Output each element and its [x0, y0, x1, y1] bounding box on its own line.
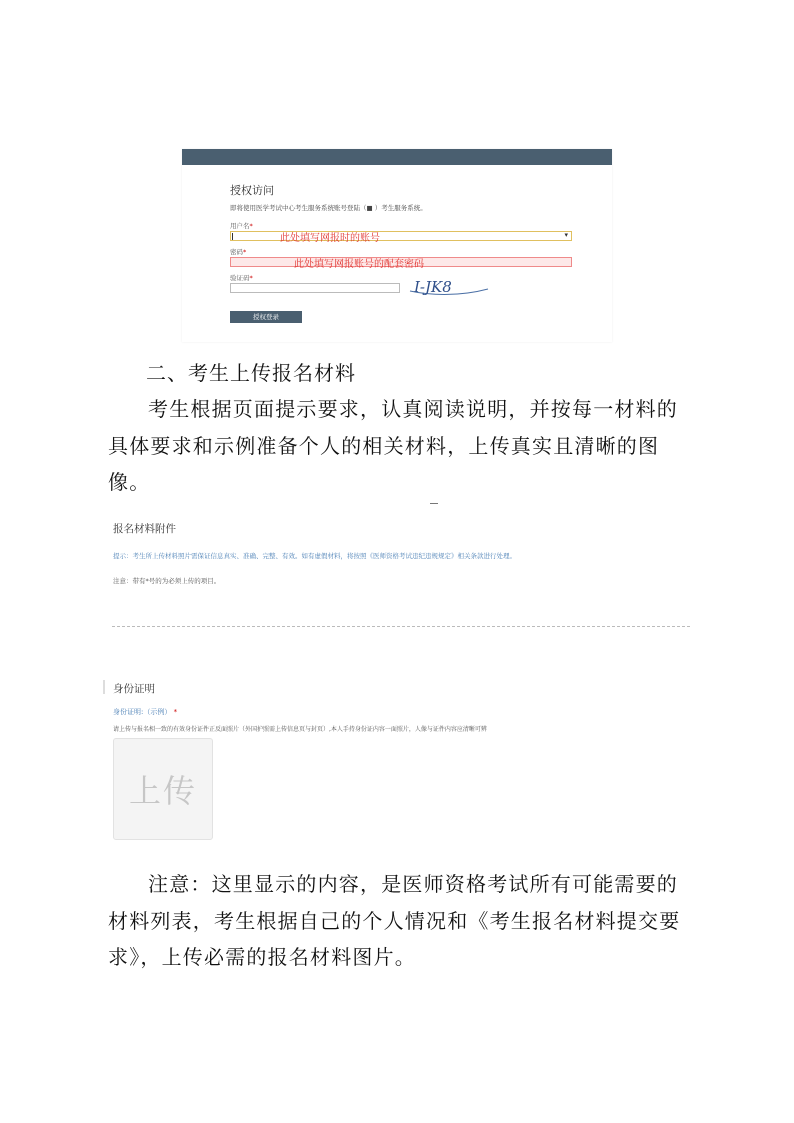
authorize-login-button[interactable]: 授权登录: [230, 311, 302, 323]
captcha-input[interactable]: [230, 283, 400, 293]
password-hint: 此处填写网报账号的配套密码: [294, 259, 424, 270]
section-heading: 二、考生上传报名材料: [146, 361, 356, 385]
auth-header-bar: [182, 149, 612, 165]
materials-title: 报名材料附件: [113, 523, 176, 535]
materials-note: 注意：带有*号的为必须上传的项目。: [113, 577, 221, 585]
materials-tip: 提示：考生所上传材料照片需保证信息真实、准确、完整、有效。如有虚假材料，将按照《医师资格考试违纪违规规定》相关条款进行处理。: [113, 552, 516, 560]
section-marker: [103, 680, 105, 694]
username-label: 用户名*: [230, 222, 253, 230]
id-proof-label[interactable]: 身份证明:（示例） *: [113, 708, 178, 716]
id-proof-description: 请上传与报名相一致的有效身份证件正反面照片（外国护照需上传信息页与封页）,本人手持身份证内容一面照片，人像与证件内容应清晰可辨: [113, 726, 487, 733]
chevron-down-icon[interactable]: ▾: [564, 231, 568, 239]
upload-label: 上传: [128, 772, 197, 810]
captcha-label: 验证码*: [230, 274, 253, 282]
captcha-image[interactable]: [408, 277, 492, 297]
auth-description: 即将使用医学考试中心考生服务系统账号登陆（■ ）考生服务系统。: [230, 204, 427, 212]
section-paragraph: 考生根据页面提示要求，认真阅读说明，并按每一材料的具体要求和示例准备个人的相关材料，上传真实且清晰的图像。: [108, 397, 678, 494]
username-hint: 此处填写网报时的账号: [280, 233, 380, 244]
dashed-divider: [112, 626, 690, 627]
captcha-text: I-JK8: [414, 278, 452, 296]
text-cursor: [232, 233, 233, 240]
auth-login-screenshot: [182, 149, 612, 342]
divider-mark: [430, 503, 438, 504]
notice-paragraph: 注意：这里显示的内容，是医师资格考试所有可能需要的材料列表，考生根据自己的个人情况和《考生报名材料提交要求》，上传必需的报名材料图片。: [108, 872, 681, 969]
auth-title: 授权访问: [230, 184, 274, 197]
password-label: 密码*: [230, 248, 247, 256]
upload-button[interactable]: [113, 738, 213, 840]
id-section-title: 身份证明: [113, 683, 155, 695]
